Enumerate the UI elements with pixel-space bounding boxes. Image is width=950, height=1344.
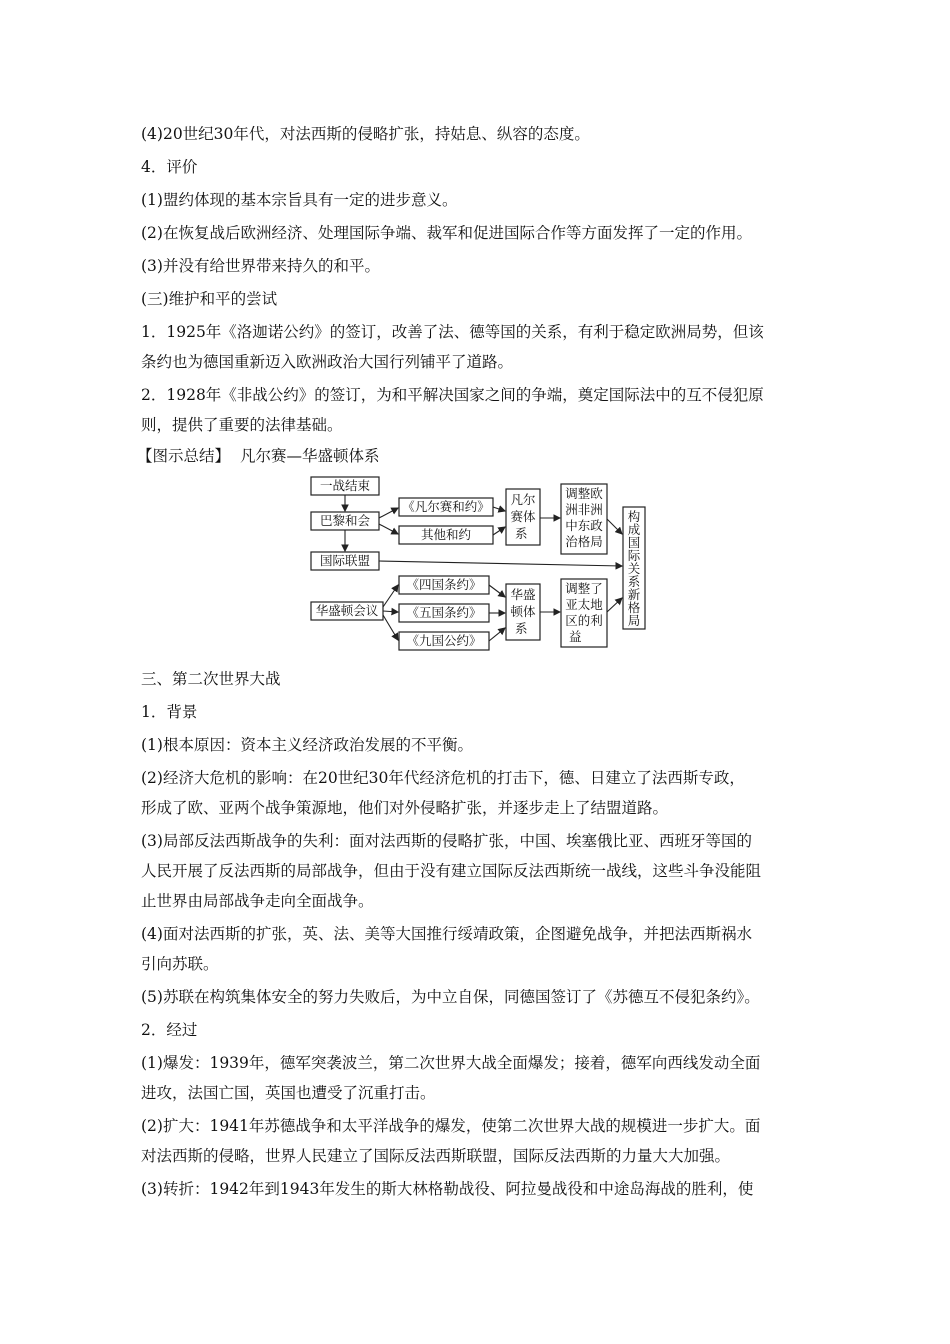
- label-goucheng-8: 格: [627, 600, 641, 615]
- text-line: 2．1928年《非战公约》的签订，为和平解决国家之间的争端，奠定国际法中的互不侵犯原: [141, 386, 764, 404]
- label-yatai-1: 调整了: [565, 581, 603, 596]
- box-fanersai-tixi: [506, 489, 540, 545]
- label-fanersai-tixi-2: 赛体: [510, 509, 536, 524]
- label-huashengdun-tixi-1: 华盛: [510, 587, 536, 602]
- label-ouzhou-3: 中东政: [565, 518, 603, 533]
- text-line: 1．1925年《洛迦诺公约》的签订，改善了法、德等国的关系，有利于稳定欧洲局势，但该: [141, 323, 764, 341]
- box-sigu: [399, 576, 489, 594]
- label-huashengdun-huiyi: 华盛顿会议: [315, 603, 379, 618]
- label-goucheng-3: 国: [627, 535, 641, 550]
- label-goucheng-1: 构: [627, 509, 641, 524]
- text-line: (2)在恢复战后欧洲经济、处理国际争端、裁军和促进国际合作等方面发挥了一定的作用。: [141, 224, 752, 242]
- label-goucheng-9: 局: [627, 613, 641, 628]
- text-line: (5)苏联在构筑集体安全的努力失败后，为中立自保，同德国签订了《苏德互不侵犯条约》。: [141, 988, 760, 1006]
- caption-tag: 【图示总结】: [137, 447, 231, 465]
- label-fanersai-tixi-3: 系: [515, 526, 528, 541]
- label-yatai-3: 区的利: [565, 613, 603, 628]
- label-goucheng-4: 际: [627, 548, 641, 563]
- text-line: (2)经济大危机的影响：在20世纪30年代经济危机的打击下，德、日建立了法西斯专政，: [141, 769, 745, 787]
- section-heading: 2．经过: [141, 1021, 198, 1039]
- label-ouzhou-4: 治格局: [565, 534, 603, 549]
- text-line: (4)20世纪30年代，对法西斯的侵略扩张，持姑息、纵容的态度。: [141, 125, 590, 143]
- section-heading: 4．评价: [141, 158, 198, 176]
- versailles-washington-diagram: [305, 472, 655, 652]
- text-line: 对法西斯的侵略，世界人民建立了国际反法西斯联盟，国际反法西斯的力量大大加强。: [141, 1147, 731, 1165]
- box-fanersai-heyue: [399, 498, 493, 516]
- box-wuguo: [399, 604, 489, 622]
- label-wuguo: 《五国条约》: [406, 605, 482, 620]
- label-yizhan: 一战结束: [319, 478, 371, 493]
- label-yatai-4: 益: [569, 629, 582, 644]
- label-ouzhou-2: 洲非洲: [565, 502, 603, 517]
- text-line: (3)并没有给世界带来持久的和平。: [141, 257, 380, 275]
- box-bali: [311, 512, 379, 530]
- text-line: (1)爆发：1939年，德军突袭波兰，第二次世界大战全面爆发；接着，德军向西线发动全面: [141, 1054, 761, 1072]
- label-bali: 巴黎和会: [319, 513, 371, 528]
- section-heading: (三)维护和平的尝试: [141, 290, 278, 308]
- text-line: (3)转折：1942年到1943年发生的斯大林格勒战役、阿拉曼战役和中途岛海战的胜利，使: [141, 1180, 754, 1198]
- box-tiaozheng-ouzhou: [561, 484, 607, 554]
- diagram-caption: [137, 446, 817, 466]
- text-line: 则，提供了重要的法律基础。: [141, 416, 343, 434]
- label-jiuguo: 《九国公约》: [406, 633, 482, 648]
- text-line: (2)扩大：1941年苏德战争和太平洋战争的爆发，使第二次世界大战的规模进一步扩大。面: [141, 1117, 761, 1135]
- text-line: 引向苏联。: [141, 955, 219, 973]
- label-fanersai-tixi-1: 凡尔: [510, 492, 536, 507]
- text-line: 人民开展了反法西斯的局部战争，但由于没有建立国际反法西斯统一战线，这些斗争没能阻: [141, 862, 762, 880]
- text-line: 止世界由局部战争走向全面战争。: [141, 892, 374, 910]
- label-goucheng-2: 成: [627, 522, 641, 537]
- text-line: (1)根本原因：资本主义经济政治发展的不平衡。: [141, 736, 473, 754]
- label-guoji-lianmeng: 国际联盟: [319, 553, 371, 568]
- text-line: (4)面对法西斯的扩张，英、法、美等大国推行绥靖政策，企图避免战争，并把法西斯祸水: [141, 925, 752, 943]
- label-ouzhou-1: 调整欧: [565, 486, 603, 501]
- text-line: (3)局部反法西斯战争的失利：面对法西斯的侵略扩张，中国、埃塞俄比亚、西班牙等国的: [141, 832, 752, 850]
- section-heading: 三、第二次世界大战: [141, 670, 281, 688]
- label-goucheng-5: 关: [627, 561, 641, 576]
- box-qita-heyue: [399, 526, 493, 544]
- label-huashengdun-tixi-2: 顿体: [510, 604, 536, 619]
- label-yatai-2: 亚太地: [565, 597, 603, 612]
- box-huashengdun-huiyi: [311, 602, 383, 620]
- label-sigu: 《四国条约》: [406, 577, 482, 592]
- label-huashengdun-tixi-3: 系: [515, 621, 528, 636]
- text-line: 条约也为德国重新迈入欧洲政治大国行列铺平了道路。: [141, 353, 514, 371]
- label-goucheng-6: 系: [627, 574, 641, 589]
- box-jiuguo: [399, 632, 489, 650]
- box-yizhan: [311, 477, 379, 495]
- text-line: 形成了欧、亚两个战争策源地，他们对外侵略扩张，并逐步走上了结盟道路。: [141, 799, 669, 817]
- box-huashengdun-tixi: [506, 584, 540, 640]
- text-line: (1)盟约体现的基本宗旨具有一定的进步意义。: [141, 191, 458, 209]
- box-guoji-lianmeng: [311, 552, 379, 570]
- section-heading: 1．背景: [141, 703, 198, 721]
- label-fanersai-heyue: 《凡尔赛和约》: [402, 499, 490, 514]
- box-goucheng: [623, 507, 645, 629]
- label-qita-heyue: 其他和约: [420, 527, 472, 542]
- text-line: 进攻，法国亡国，英国也遭受了沉重打击。: [141, 1084, 436, 1102]
- caption-title: 凡尔赛—华盛顿体系: [240, 447, 380, 465]
- box-tiaozheng-yatai: [561, 579, 607, 647]
- label-goucheng-7: 新: [627, 587, 641, 602]
